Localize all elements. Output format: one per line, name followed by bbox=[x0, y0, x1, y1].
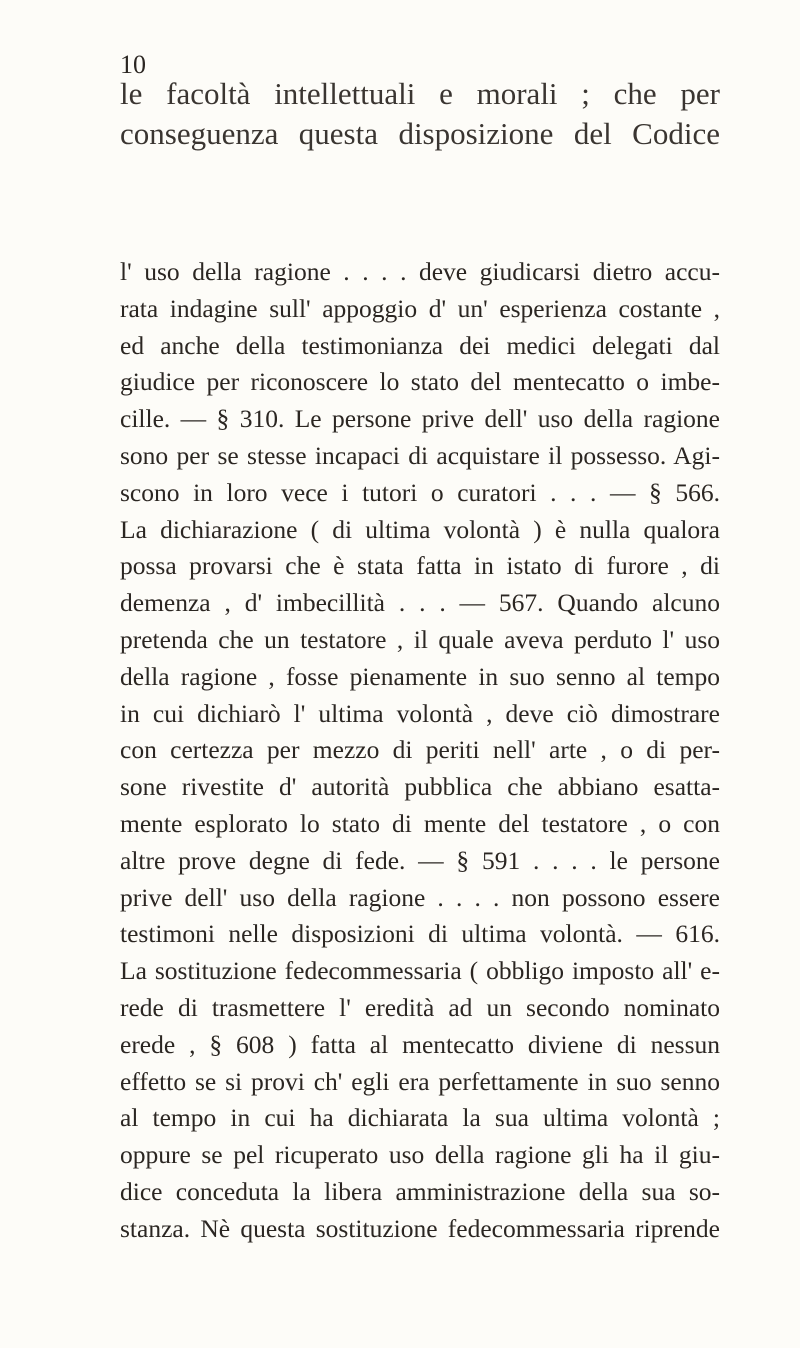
body-text bbox=[120, 254, 720, 1248]
text-line: altre prove degne di fede. — § 591 . . . . le persone bbox=[120, 845, 720, 875]
text-line: al tempo in cui ha dichiarata la sua ultima volontà ; bbox=[120, 1103, 720, 1133]
running-text-heading bbox=[120, 74, 720, 154]
text-line: giudice per riconoscere lo stato del mentecatto o imbe- bbox=[120, 367, 720, 397]
text-line: prive dell' uso della ragione . . . . non possono essere bbox=[120, 882, 720, 912]
text-line: scono in loro vece i tutori o curatori . . . — § 566. bbox=[120, 477, 720, 507]
text-line: ed anche della testimonianza dei medici delegati dal bbox=[120, 330, 720, 360]
text-line: oppure se pel ricuperato uso della ragione gli ha il giu- bbox=[120, 1140, 720, 1170]
text-line: pretenda che un testatore , il quale aveva perduto l' uso bbox=[120, 624, 720, 654]
heading-line: conseguenza questa disposizione del Codice bbox=[120, 116, 720, 151]
text-line: cille. — § 310. Le persone prive dell' uso della ragione bbox=[120, 404, 720, 434]
text-line: testimoni nelle disposizioni di ultima volontà. — 616. bbox=[120, 919, 720, 949]
text-line: possa provarsi che è stata fatta in istato di furore , di bbox=[120, 551, 720, 581]
text-line: sone rivestite d' autorità pubblica che abbiano esatta- bbox=[120, 772, 720, 802]
text-line: l' uso della ragione . . . . deve giudicarsi dietro accu- bbox=[120, 257, 720, 286]
text-line: effetto se si provi ch' egli era perfettamente in suo senno bbox=[120, 1066, 720, 1096]
text-line: mente esplorato lo stato di mente del testatore , o con bbox=[120, 808, 720, 838]
text-line: con certezza per mezzo di periti nell' arte , o di per- bbox=[120, 735, 720, 765]
text-line: La dichiarazione ( di ultima volontà ) è nulla qualora bbox=[120, 514, 720, 544]
text-line: stanza. Nè questa sostituzione fedecommessaria riprende bbox=[120, 1213, 720, 1243]
text-line: della ragione , fosse pienamente in suo senno al tempo bbox=[120, 661, 720, 691]
text-line: erede , § 608 ) fatta al mentecatto diviene di nessun bbox=[120, 1029, 720, 1059]
page-number: 10 bbox=[120, 50, 146, 79]
text-line: demenza , d' imbecillità . . . — 567. Quando alcuno bbox=[120, 588, 720, 618]
text-line: La sostituzione fedecommessaria ( obbligo imposto all' e- bbox=[120, 956, 720, 986]
text-line: rede di trasmettere l' eredità ad un secondo nominato bbox=[120, 992, 720, 1022]
text-line: dice conceduta la libera amministrazione della sua so- bbox=[120, 1176, 720, 1206]
text-line: sono per se stesse incapaci di acquistare il possesso. Agi- bbox=[120, 440, 720, 470]
heading-line: le facoltà intellettuali e morali ; che per bbox=[120, 76, 720, 111]
text-line: rata indagine sull' appoggio d' un' esperienza costante , bbox=[120, 293, 720, 323]
text-line: in cui dichiarò l' ultima volontà , deve ciò dimostrare bbox=[120, 698, 720, 728]
